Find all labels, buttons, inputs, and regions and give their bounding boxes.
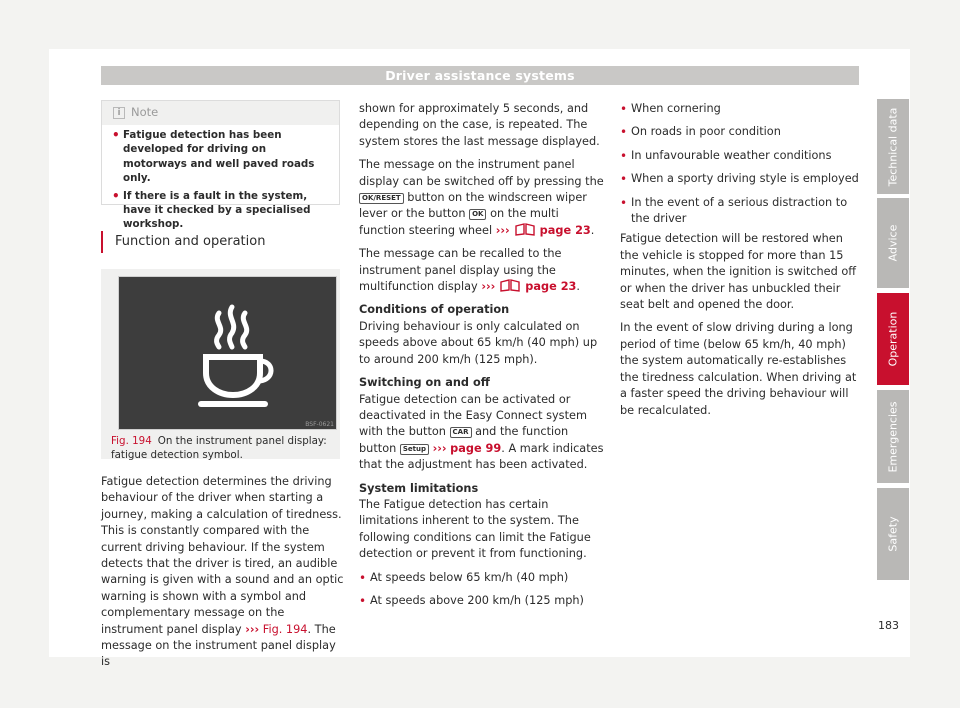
paragraph-text: . A mark indicates that the adjustment has been activated. bbox=[359, 441, 604, 472]
column-3-text bbox=[620, 101, 860, 426]
page-number: 183 bbox=[878, 619, 899, 632]
list-item: • In unfavourable weather conditions bbox=[620, 148, 860, 164]
tab-label: Operation bbox=[886, 311, 900, 367]
figure-194 bbox=[101, 269, 340, 459]
page-reference-link[interactable]: page 23 bbox=[539, 223, 591, 237]
paragraph-text: button on the windscreen wiper lever or the button bbox=[359, 191, 587, 221]
figure-code: BSF-0621 bbox=[305, 421, 334, 428]
figure-caption bbox=[111, 435, 336, 462]
paragraph-text: and the function button bbox=[359, 425, 569, 455]
figure-caption-text: On the instrument panel display: fatigue detection symbol. bbox=[111, 435, 327, 461]
list-item: • On roads in poor condition bbox=[620, 124, 860, 140]
instrument-panel-display bbox=[118, 276, 337, 430]
arrow-ref-icon: ››› bbox=[432, 441, 447, 455]
figure-label: Fig. 194 bbox=[111, 435, 152, 447]
ok-key: OK bbox=[469, 209, 486, 220]
tab-label: Technical data bbox=[886, 107, 900, 186]
subheading: System limitations bbox=[359, 481, 479, 495]
paragraph: Fatigue detection will be restored when the vehicle is stopped for more than 15 minutes, when the ignition is switched off or when the driver has unbuckled their seat belt and opened the door. bbox=[620, 232, 857, 312]
note-body bbox=[112, 128, 332, 235]
note-title: Note bbox=[131, 105, 159, 119]
note-box bbox=[101, 100, 340, 231]
paragraph: shown for approximately 5 seconds, and depending on the case, is repeated. The system stores the last message displayed. bbox=[359, 102, 600, 148]
paragraph-text: . The message on the instrument panel display is bbox=[101, 622, 336, 669]
book-icon bbox=[514, 223, 536, 236]
subheading: Switching on and off bbox=[359, 376, 490, 390]
tab-operation[interactable] bbox=[877, 293, 909, 385]
paragraph-text: The message on the instrument panel display can be switched off by pressing the bbox=[359, 158, 604, 188]
list-item: • In the event of a serious distraction to the driver bbox=[620, 195, 860, 228]
paragraph-text: The message can be recalled to the instrument panel display using the multifunction display bbox=[359, 247, 562, 294]
tab-label: Safety bbox=[886, 516, 900, 552]
setup-key: Setup bbox=[400, 444, 429, 455]
coffee-cup-icon bbox=[119, 277, 336, 429]
note-bullet: • Fatigue detection has been developed for driving on motorways and well paved roads only. bbox=[112, 128, 332, 186]
paragraph: The message on the instrument panel display can be switched off by pressing the OK/RESET button on the windscreen wiper lever or the button OK on the multi function steering wheel ››› page 23. bbox=[359, 158, 604, 237]
list-item: • At speeds above 200 km/h (125 mph) bbox=[359, 593, 605, 609]
page-header: Driver assistance systems bbox=[101, 66, 859, 85]
arrow-ref-icon: ››› bbox=[481, 280, 496, 294]
tab-safety[interactable] bbox=[877, 488, 909, 580]
paragraph: The Fatigue detection has certain limitations inherent to the system. The following conditions can limit the Fatigue detection or prevent it from functioning. bbox=[359, 497, 591, 561]
list-item: • When cornering bbox=[620, 101, 860, 117]
tab-label: Emergencies bbox=[886, 400, 900, 473]
arrow-ref-icon: ››› bbox=[245, 622, 260, 636]
paragraph: In the event of slow driving during a long period of time (below 65 km/h, 40 mph) the system automatically re-establishes the tiredness calculation. When driving at a faster speed the driving behaviour will be recalculated. bbox=[620, 321, 857, 417]
list-item: • At speeds below 65 km/h (40 mph) bbox=[359, 570, 605, 586]
paragraph: The message can be recalled to the instrument panel display using the multifunction display ››› page 23. bbox=[359, 247, 581, 294]
paragraph: Driving behaviour is only calculated on speeds above about 65 km/h (40 mph) up to around 200 km/h (125 mph). bbox=[359, 319, 598, 366]
arrow-ref-icon: ››› bbox=[495, 223, 510, 237]
tab-label: Advice bbox=[886, 224, 900, 262]
paragraph bbox=[101, 474, 344, 671]
figure-reference-link[interactable]: Fig. 194 bbox=[262, 622, 308, 636]
page-reference-link[interactable]: page 99 bbox=[450, 441, 502, 455]
tab-emergencies[interactable] bbox=[877, 390, 909, 483]
column-2-text bbox=[359, 101, 605, 616]
paragraph-text: on the multi function steering wheel bbox=[359, 207, 559, 237]
paragraph bbox=[359, 392, 605, 474]
info-icon: i bbox=[113, 107, 125, 119]
list-item: • When a sporty driving style is employed bbox=[620, 171, 860, 187]
section-title: Function and operation bbox=[101, 231, 265, 253]
tab-advice[interactable] bbox=[877, 198, 909, 288]
tab-technical-data[interactable] bbox=[877, 99, 909, 194]
note-bullet: • If there is a fault in the system, have it checked by a specialised workshop. bbox=[112, 189, 332, 232]
ok-reset-key: OK/RESET bbox=[359, 193, 404, 204]
note-header bbox=[102, 101, 339, 125]
column-1-text bbox=[101, 474, 344, 678]
car-key: CAR bbox=[450, 427, 472, 438]
page-reference-link[interactable]: page 23 bbox=[525, 280, 577, 294]
subheading: Conditions of operation bbox=[359, 303, 510, 317]
book-icon bbox=[499, 279, 521, 292]
paragraph-text: Fatigue detection can be activated or deactivated in the Easy Connect system with the button bbox=[359, 392, 587, 439]
paragraph-text: Fatigue detection determines the driving behaviour of the driver when starting a journey, making a calculation of tiredness. This is constantly compared with the current driving behaviour. If the system detects that the driver is tired, an audible warning is given with a sound and an optic warning is shown with a symbol and complementary message on the instrument panel display bbox=[101, 475, 344, 636]
